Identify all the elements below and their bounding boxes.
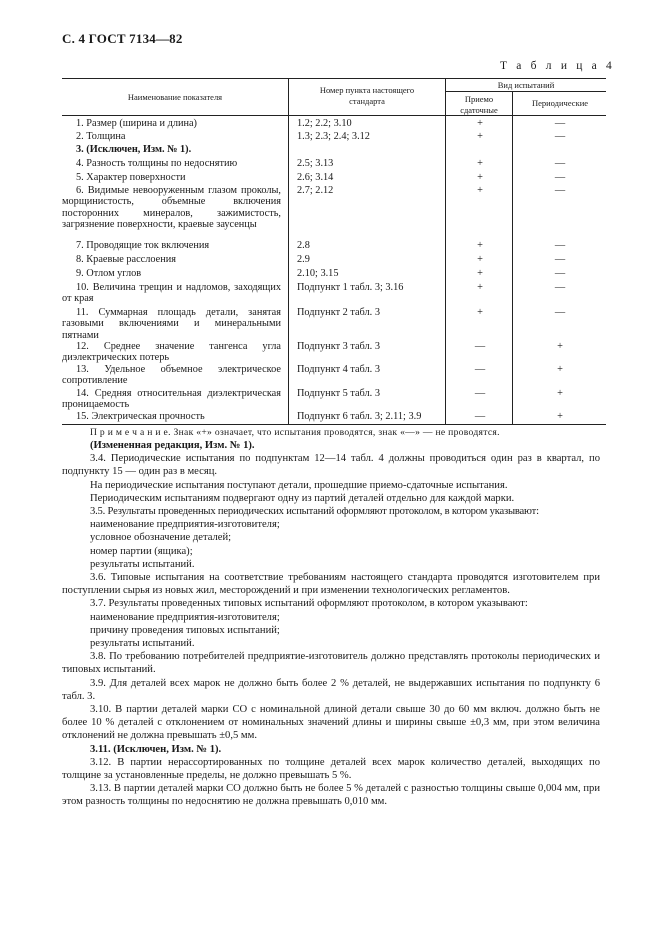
col-divider-3 [512, 91, 513, 425]
paragraph-3-13: 3.13. В партии деталей марки СО должно быть не более 5 % деталей с разностью толщины свыше 0,004 мм, при этом разность толщины по недоснятию не должна превышать 0,010 мм. [62, 783, 600, 808]
paragraph-3-11: 3.11. (Исключен, Изм. № 1). [90, 743, 222, 755]
row-acceptance: — [474, 341, 486, 352]
row-periodic: — [554, 282, 566, 293]
paragraph-3-12: 3.12. В партии нерассортированных по толщине деталей всех марок количество деталей, выходящих по толщине за установленные пределы, не должно превышать 5 %. [62, 756, 600, 782]
row-periodic: + [557, 341, 563, 352]
row-acceptance: + [477, 131, 483, 142]
row-name: 12. Среднее значение тангенса угла диэлектрических потерь [62, 341, 281, 364]
row-periodic: + [557, 411, 563, 422]
header-indicator: Наименование показателя [127, 92, 223, 102]
row-periodic: — [554, 172, 566, 183]
col-divider-1 [288, 78, 289, 425]
header-item-number: Номер пункта настоящего стандарта [319, 85, 415, 106]
row-acceptance: + [477, 254, 483, 265]
row-item: Подпункт 1 табл. 3; 3.16 [297, 282, 404, 293]
row-name: 13. Удельное объемное электрическое сопротивление [62, 364, 281, 387]
row-item: 2.5; 3.13 [297, 158, 334, 169]
page-header: С. 4 ГОСТ 7134—82 [62, 31, 183, 46]
row-item: 2.8 [297, 240, 310, 251]
row-periodic: + [557, 364, 563, 375]
header-periodic: Периодические [531, 98, 589, 108]
paragraph-3-8: 3.8. По требованию потребителей предприятие-изготовитель должно представлять протоколы периодических и типовых испытаний. [62, 651, 600, 676]
tests-subheader-rule [445, 91, 606, 92]
row-acceptance: — [474, 388, 486, 399]
row-item: 1.3; 2.3; 2.4; 3.12 [297, 131, 370, 142]
document-body [62, 427, 600, 809]
paragraph-3-4b: На периодические испытания поступают детали, прошедшие приемо-сдаточные испытания. [90, 479, 508, 491]
list-item: результаты испытаний. [90, 558, 195, 570]
row-name: 2. Толщина [76, 131, 126, 142]
header-test-type: Вид испытаний [497, 80, 555, 90]
paragraph-3-4: 3.4. Периодические испытания по подпунктам 12—14 табл. 4 должны проводиться один раз в квартал, по подпункту 15 — один раз в месяц. [62, 453, 600, 478]
paragraph-3-5: 3.5. Результаты проведенных периодических испытаний оформляют протоколом, в котором указывают: [90, 506, 539, 518]
table-header-rule [62, 115, 606, 116]
row-item: Подпункт 6 табл. 3; 2.11; 3.9 [297, 411, 422, 422]
test-table [62, 78, 606, 426]
row-item: 2.9 [297, 254, 310, 265]
paragraph-3-9: 3.9. Для деталей всех марок не должно быть более 2 % деталей, не выдержавших испытания по подпункту 6 табл. 3. [62, 677, 600, 702]
row-periodic: — [554, 185, 566, 196]
row-name: 11. Суммарная площадь детали, занятая газовыми включениями и минеральными пятнами [62, 307, 281, 341]
row-acceptance: — [474, 411, 486, 422]
row-acceptance: + [477, 268, 483, 279]
row-periodic: — [554, 307, 566, 318]
row-acceptance: + [477, 118, 483, 129]
list-item: номер партии (ящика); [90, 545, 193, 557]
paragraph-3-7: 3.7. Результаты проведенных типовых испытаний оформляют протоколом, в котором указывают: [90, 598, 528, 610]
row-name: 3. (Исключен, Изм. № 1). [76, 144, 192, 155]
row-name: 4. Разность толщины по недоснятию [76, 158, 238, 169]
row-periodic: — [554, 240, 566, 251]
list-item: условное обозначение деталей; [90, 532, 232, 544]
row-item: Подпункт 5 табл. 3 [297, 388, 380, 399]
paragraph-3-6: 3.6. Типовые испытания на соответствие требованиям настоящего стандарта проводятся изготовителем при поступлении сырья из новых жил, месторождений и при изменении технологических регламентов. [62, 572, 600, 597]
row-name: 5. Характер поверхности [76, 172, 186, 183]
list-item: наименование предприятия-изготовителя; [90, 519, 280, 531]
row-item: Подпункт 3 табл. 3 [297, 341, 380, 352]
row-item: 1.2; 2.2; 3.10 [297, 118, 352, 129]
row-item: Подпункт 4 табл. 3 [297, 364, 380, 375]
row-item: 2.6; 3.14 [297, 172, 334, 183]
row-periodic: — [554, 268, 566, 279]
row-periodic: — [554, 254, 566, 265]
row-name: 6. Видимые невооруженным глазом проколы, морщинистость, объемные включения посторонних минералов, зажимистость, загрязнение поверхности, краевые заусенцы [62, 185, 281, 231]
list-item: наименование предприятия-изготовителя; [90, 611, 280, 623]
paragraph-3-4c: Периодическим испытаниям подвергают одну из партий деталей отдельно для каждой марки. [90, 492, 515, 504]
table-caption: Т а б л и ц а 4 [500, 60, 616, 72]
paragraph-3-10: 3.10. В партии деталей марки СО с номинальной длиной детали свыше 30 до 60 мм включ. должно быть не более 10 % деталей с отклонением от номинальных значений длины и ширины свыше ±0,3 мм, при этом величина отклонений не должна превышать ±0,5 мм. [62, 704, 600, 742]
row-periodic: — [554, 131, 566, 142]
row-name: 1. Размер (ширина и длина) [76, 118, 197, 129]
row-name: 14. Средняя относительная диэлектрическая проницаемость [62, 388, 281, 411]
row-acceptance: + [477, 307, 483, 318]
revision-note: (Измененная редакция, Изм. № 1). [90, 440, 255, 451]
row-acceptance: + [477, 158, 483, 169]
row-name: 9. Отлом углов [76, 268, 142, 279]
table-note: П р и м е ч а н и е. Знак «+» означает, что испытания проводятся, знак «—» — не проводятся. [90, 427, 500, 438]
row-periodic: + [557, 388, 563, 399]
row-item: 2.10; 3.15 [297, 268, 339, 279]
header-acceptance: Приемо сдаточные [460, 94, 498, 115]
row-periodic: — [554, 118, 566, 129]
row-acceptance: + [477, 240, 483, 251]
row-acceptance: — [474, 364, 486, 375]
row-acceptance: + [477, 172, 483, 183]
row-name: 15. Электрическая прочность [76, 411, 205, 422]
list-item: результаты испытаний. [90, 638, 195, 650]
table-top-rule [62, 78, 606, 79]
list-item: причину проведения типовых испытаний; [90, 624, 280, 636]
row-name: 7. Проводящие ток включения [76, 240, 210, 251]
row-name: 10. Величина трещин и надломов, заходящих от края [62, 282, 281, 305]
row-name: 8. Краевые расслоения [76, 254, 176, 265]
table-bottom-rule [62, 424, 606, 425]
row-periodic: — [554, 158, 566, 169]
row-item: Подпункт 2 табл. 3 [297, 307, 380, 318]
row-acceptance: + [477, 185, 483, 196]
row-acceptance: + [477, 282, 483, 293]
row-item: 2.7; 2.12 [297, 185, 334, 196]
